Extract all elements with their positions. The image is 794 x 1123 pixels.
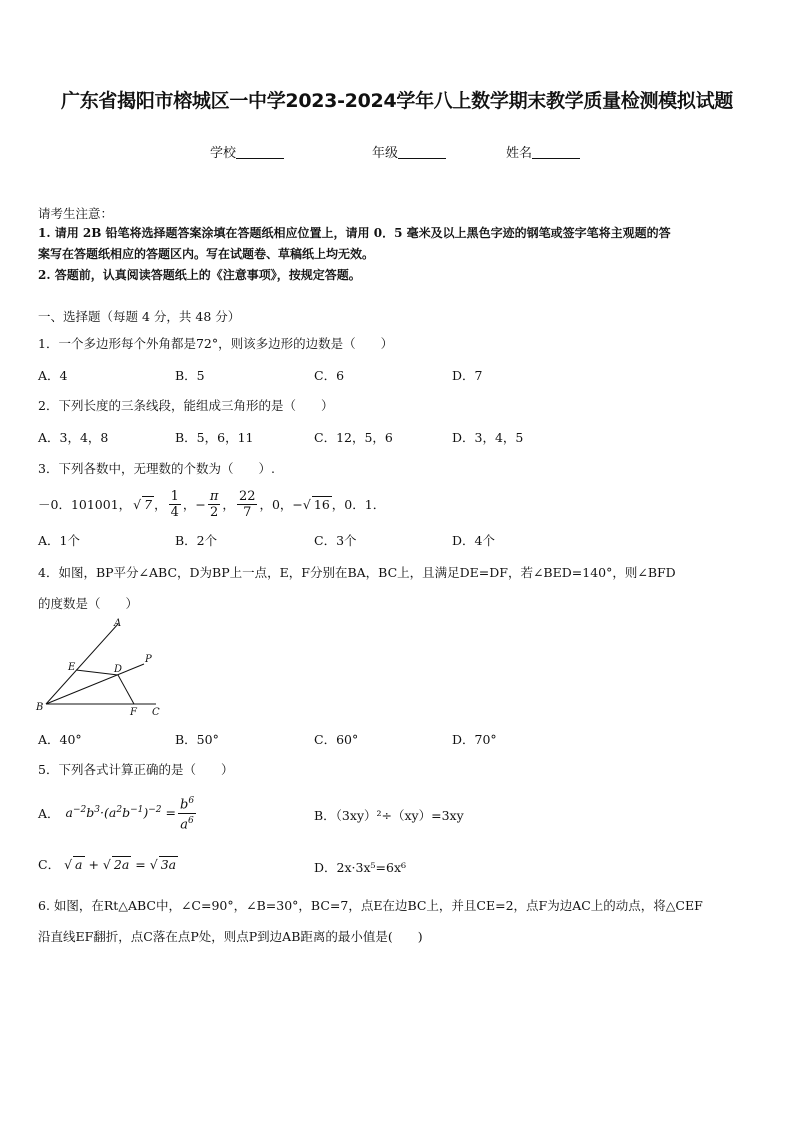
q2-option-d[interactable]: D．3，4，5 bbox=[452, 430, 524, 445]
q4-figure bbox=[34, 618, 164, 718]
q2-stem: 2．下列长度的三条线段，能组成三角形的是（ ） bbox=[38, 398, 334, 413]
label-d: D bbox=[114, 664, 123, 675]
q2-option-a[interactable]: A．3，4，8 bbox=[38, 430, 109, 445]
q3-stem: 3．下列各数中，无理数的个数为（ ）. bbox=[38, 461, 275, 476]
label-a: A bbox=[114, 618, 122, 629]
notice-heading: 请考生注意： bbox=[38, 206, 114, 221]
q1-option-a[interactable]: A．4 bbox=[38, 368, 68, 383]
q1-option-c[interactable]: C．6 bbox=[314, 368, 345, 383]
label-p: P bbox=[145, 654, 152, 665]
label-b: B bbox=[36, 702, 44, 713]
q5-stem: 5．下列各式计算正确的是（ ） bbox=[38, 762, 234, 777]
q3-option-b[interactable]: B．2个 bbox=[175, 533, 218, 548]
q5-option-c-expr: √ a + √ 2a = √ 3a bbox=[64, 857, 177, 872]
notice-line-1: 1. 请用 2B 铅笔将选择题答案涂填在答题纸相应位置上，请用 0．5 毫米及以上黑色字迹的钢笔或签字笔将主观题的答 bbox=[38, 226, 671, 240]
notice-line-3: 2. 答题前，认真阅读答题纸上的《注意事项》，按规定答题。 bbox=[38, 268, 361, 282]
q3-sqrt16: 16 bbox=[313, 497, 330, 512]
q3-sep: ， bbox=[154, 497, 167, 512]
q3-frac-1-4: $\frac{1}{4}$ bbox=[170, 488, 179, 520]
q4-line-2: 的度数是（ ） bbox=[38, 596, 139, 611]
line-bp bbox=[46, 664, 144, 704]
notice-line-2: 案写在答题纸相应的答题区内。写在试题卷、草稿纸上均无效。 bbox=[38, 247, 375, 261]
q5-option-b[interactable]: B．（3xy）²÷（xy）=3xy bbox=[314, 808, 464, 823]
name-field[interactable] bbox=[506, 142, 580, 161]
q3-number-list: －0．101001， √ 7 ， $\frac{1}{4}$ ，− $\frac{\pi}{2}$ ， $\frac{22}{7}$ ，0，− √ 16 ，0．1． bbox=[38, 488, 386, 520]
q3-num-1: －0．101001， bbox=[38, 497, 132, 512]
q4-option-d[interactable]: D．70° bbox=[452, 732, 497, 747]
school-label: 学校 bbox=[210, 146, 237, 161]
q6-line-1: 6. 如图，在Rt△ABC中，∠C=90°，∠B=30°，BC=7，点E在边BC上，并且CE=2，点F为边AC上的动点，将△CEF bbox=[38, 898, 703, 913]
label-e: E bbox=[68, 662, 76, 673]
line-ba bbox=[46, 624, 118, 704]
grade-label: 年级 bbox=[372, 146, 399, 161]
grade-blank[interactable] bbox=[398, 146, 446, 159]
q3-tail: ，0．1． bbox=[331, 497, 386, 512]
q6-line-2: 沿直线EF翻折，点C落在点P处，则点P到边AB距离的最小值是( ) bbox=[38, 929, 423, 944]
q3-option-c[interactable]: C．3个 bbox=[314, 533, 357, 548]
q4-option-c[interactable]: C．60° bbox=[314, 732, 359, 747]
q4-option-b[interactable]: B．50° bbox=[175, 732, 219, 747]
q3-sqrt7: 7 bbox=[144, 497, 153, 512]
label-f: F bbox=[130, 707, 137, 718]
grade-field[interactable] bbox=[372, 142, 446, 161]
q1-stem: 1．一个多边形每个外角都是72°，则该多边形的边数是（ ） bbox=[38, 336, 394, 351]
q3-frac-22-7: $\frac{22}{7}$ bbox=[238, 488, 256, 520]
q3-frac-pi-2: $\frac{\pi}{2}$ bbox=[209, 488, 219, 520]
segment-de bbox=[76, 670, 118, 675]
q1-option-d[interactable]: D．7 bbox=[452, 368, 483, 383]
q3-mid: ，0，− bbox=[259, 497, 303, 512]
segment-df bbox=[118, 675, 134, 704]
q3-neg: ，− bbox=[182, 497, 206, 512]
q4-line-1: 4．如图，BP平分∠ABC，D为BP上一点，E，F分别在BA，BC上，且满足DE=DF，若∠BED=140°，则∠BFD bbox=[38, 565, 676, 580]
page-title: 广东省揭阳市榕城区一中学2023-2024学年八上数学期末教学质量检测模拟试题 bbox=[61, 90, 733, 112]
q2-option-c[interactable]: C．12，5，6 bbox=[314, 430, 393, 445]
q1-option-b[interactable]: B．5 bbox=[175, 368, 205, 383]
q4-option-a[interactable]: A．40° bbox=[38, 732, 82, 747]
q3-option-d[interactable]: D．4个 bbox=[452, 533, 495, 548]
q5-option-a[interactable]: A． $a^{-2}b^3\cdot(a^2b^{-1})^{-2}$ = $\frac{b^6}{a^6}$ bbox=[38, 796, 195, 832]
school-blank[interactable] bbox=[236, 146, 284, 159]
name-label: 姓名 bbox=[506, 146, 533, 161]
q5-option-a-expr: $a^{-2}b^3\cdot(a^2b^{-1})^{-2}$ = bbox=[65, 805, 176, 821]
q2-option-b[interactable]: B．5，6，11 bbox=[175, 430, 254, 445]
section-heading: 一、选择题（每题 4 分，共 48 分） bbox=[38, 309, 241, 324]
school-field[interactable] bbox=[210, 142, 284, 161]
label-c: C bbox=[152, 707, 160, 718]
q5-option-c[interactable]: C． √ a + √ 2a = √ 3a bbox=[38, 857, 177, 872]
q3-option-a[interactable]: A．1个 bbox=[38, 533, 80, 548]
name-blank[interactable] bbox=[532, 146, 580, 159]
q5-option-d[interactable]: D．2x·3x⁵=6x⁶ bbox=[314, 860, 406, 875]
